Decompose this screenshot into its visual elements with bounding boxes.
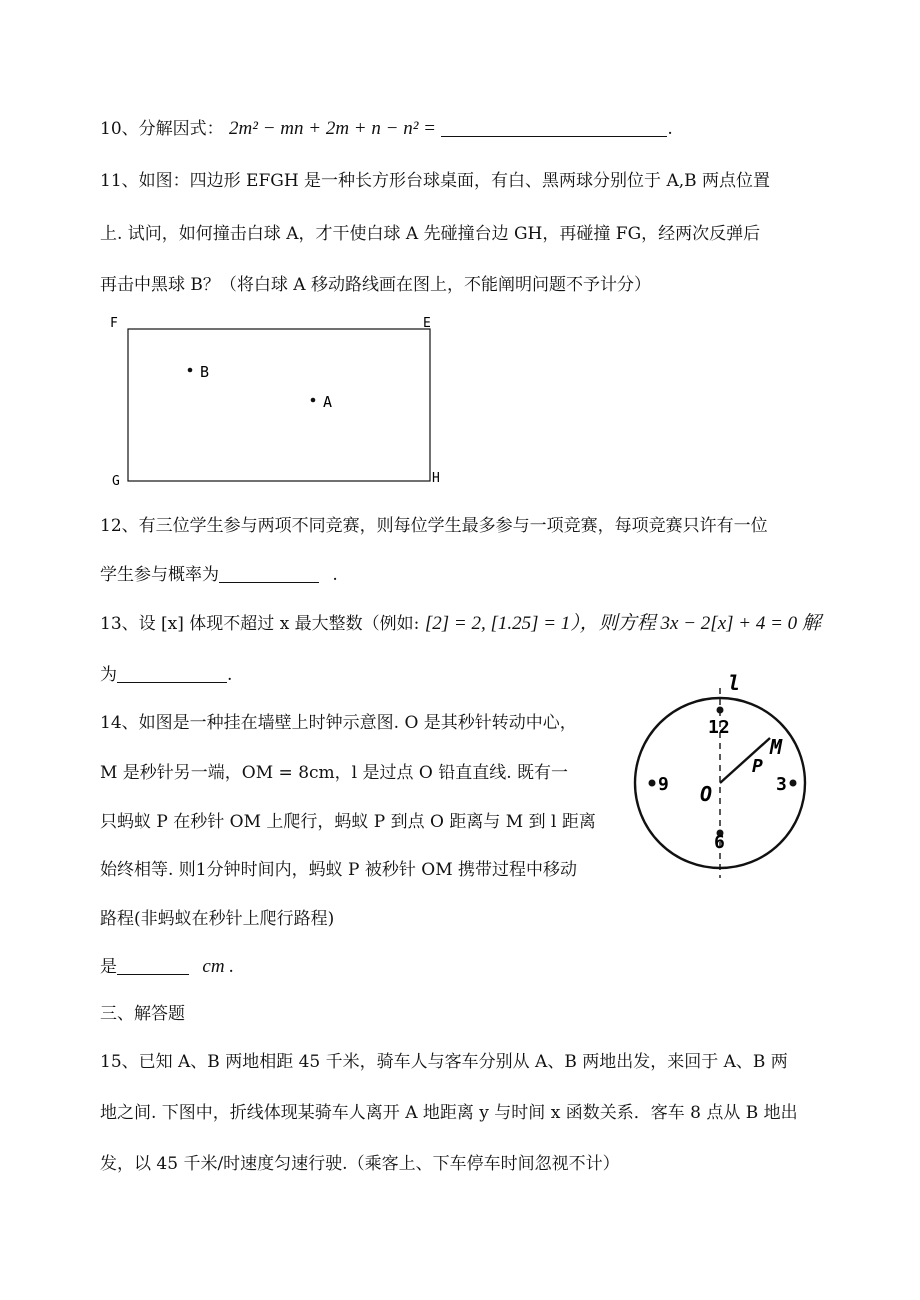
- ball-B-dot: [188, 368, 193, 373]
- question-14-line3: 只蚂蚁 P 在秒针 OM 上爬行，蚂蚁 P 到点 O 距离与 M 到 l 距离: [100, 812, 596, 832]
- q14-unit: cm .: [202, 956, 235, 977]
- q12-answer-blank[interactable]: [219, 564, 319, 583]
- question-12-line2: [100, 563, 338, 587]
- clock-figure: [630, 668, 810, 878]
- label-B: B: [200, 363, 210, 381]
- question-14-line2: M 是秒针另一端，OM = 8cm，l 是过点 O 铅直直线. 既有一: [100, 763, 569, 783]
- question-15-line3: 发，以 45 千米/时速度匀速行驶.（乘客上、下车停车时间忽视不计）: [100, 1154, 620, 1174]
- question-11-line1: 11、如图：四边形 EFGH 是一种长方形台球桌面，有白、黑两球分别位于 A,B 两点位置: [100, 171, 771, 191]
- q12-suffix: .: [332, 565, 338, 585]
- q14-text: 是: [100, 957, 117, 977]
- q13-suffix: .: [227, 665, 233, 685]
- label-E: E: [423, 316, 431, 331]
- question-14-line4: 始终相等. 则1分钟时间内，蚂蚁 P 被秒针 OM 携带过程中移动: [100, 860, 578, 880]
- question-10: [100, 117, 673, 141]
- billiard-table-figure: [100, 310, 460, 490]
- q10-prefix: 10、分解因式：: [100, 119, 224, 139]
- label-P: P: [752, 756, 763, 777]
- numeral-12: 12: [708, 717, 730, 738]
- numeral-6: 6: [714, 832, 725, 853]
- q10-suffix: .: [667, 119, 673, 139]
- question-14-line6: [100, 955, 234, 979]
- question-12-line1: 12、有三位学生参与两项不同竞赛，则每位学生最多参与一项竞赛，每项竞赛只许有一位: [100, 516, 768, 536]
- question-15-line2: 地之间. 下图中，折线体现某骑车人离开 A 地距离 y 与时间 x 函数关系．客车 8 点从 B 地出: [100, 1103, 798, 1123]
- label-G: G: [112, 474, 120, 489]
- label-O: O: [700, 782, 713, 806]
- label-l: l: [728, 671, 741, 695]
- question-11-line3: 再击中黑球 B？（将白球 A 移动路线画在图上，不能阐明问题不予计分）: [100, 275, 651, 295]
- q12-text: 学生参与概率为: [100, 565, 219, 585]
- numeral-9: 9: [658, 774, 669, 795]
- q13-answer-blank[interactable]: [117, 664, 227, 683]
- question-14-line5: 路程(非蚂蚁在秒针上爬行路程): [100, 909, 335, 929]
- label-A: A: [323, 393, 333, 411]
- dot-12: [717, 707, 724, 714]
- ball-A-dot: [311, 398, 316, 403]
- numeral-3: 3: [776, 774, 787, 795]
- label-F: F: [110, 316, 118, 331]
- q13-text: 为: [100, 665, 117, 685]
- question-11-line2: 上. 试问，如何撞击白球 A，才干使白球 A 先碰撞台边 GH，再碰撞 FG，经两次反弹后: [100, 224, 761, 244]
- q13-text-b: [2] = 2, [1.25] = 1），则方程 3x − 2[x] + 4 = 0 解: [424, 613, 821, 634]
- dot-3: [790, 780, 797, 787]
- label-M: M: [770, 735, 783, 759]
- section-3-title: 三、解答题: [100, 1004, 185, 1024]
- question-13-line1: [100, 612, 821, 636]
- question-14-line1: 14、如图是一种挂在墙壁上时钟示意图. O 是其秒针转动中心，: [100, 713, 577, 733]
- question-15-line1: 15、已知 A、B 两地相距 45 千米，骑车人与客车分别从 A、B 两地出发，来回于 A、B 两: [100, 1052, 788, 1072]
- q10-expression: 2m² − mn + 2m + n − n² =: [229, 118, 436, 139]
- q14-answer-blank[interactable]: [117, 956, 189, 975]
- question-13-line2: [100, 663, 232, 687]
- table-rectangle: [128, 329, 430, 481]
- q10-answer-blank[interactable]: [441, 118, 667, 137]
- label-H: H: [432, 471, 440, 486]
- q13-text-a: 13、设 [x] 体现不超过 x 最大整数（例如:: [100, 614, 420, 634]
- dot-9: [649, 780, 656, 787]
